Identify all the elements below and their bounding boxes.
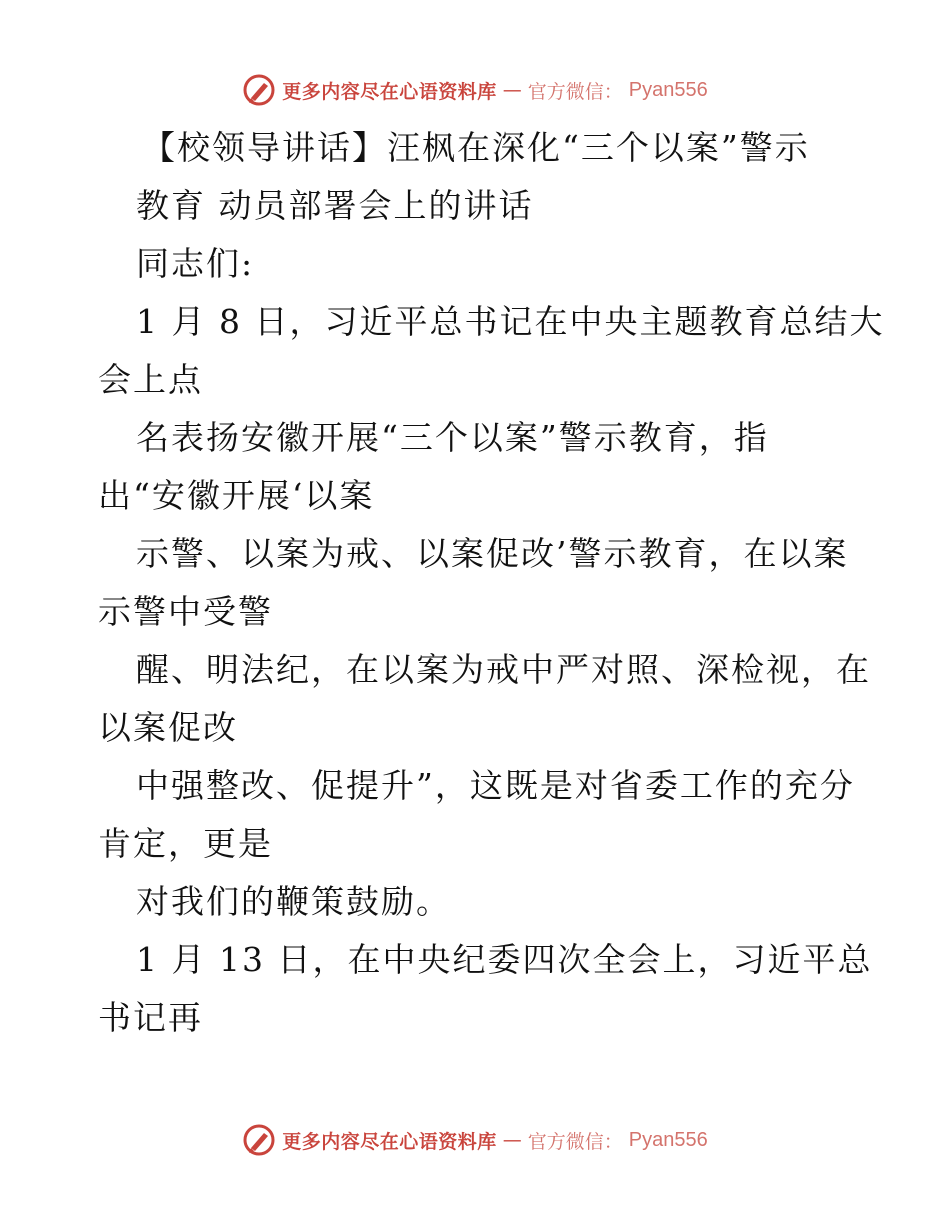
watermark-wechat-label: 官方微信：: [527, 80, 623, 103]
watermark-brand: 更多内容尽在心语资料库: [282, 80, 497, 103]
paragraph-line: 示警中受警: [98, 592, 273, 631]
salutation: 同志们:: [136, 244, 255, 283]
watermark-brand: 更多内容尽在心语资料库: [282, 1130, 497, 1153]
pen-logo-icon: [242, 1123, 276, 1157]
paragraph-line: 出“安徽开展‘以案: [98, 476, 375, 515]
watermark-dash: —: [502, 1129, 522, 1151]
document-title-line-1: 【校领导讲话】汪枫在深化“三个以案”警示: [142, 128, 810, 167]
paragraph-line: 以案促改: [98, 708, 238, 747]
paragraph-line: 中强整改、促提升”，这既是对省委工作的充分: [136, 766, 855, 805]
pen-logo-icon: [242, 73, 276, 107]
paragraph-line: 书记再: [98, 998, 203, 1037]
watermark-dash: —: [502, 79, 522, 101]
paragraph-line: 会上点: [98, 360, 203, 399]
watermark-handle: Pyan556: [628, 78, 708, 101]
paragraph-line: 1 月 13 日，在中央纪委四次全会上，习近平总: [136, 940, 873, 979]
paragraph-line: 名表扬安徽开展“三个以案”警示教育，指: [136, 418, 769, 457]
paragraph-line: 对我们的鞭策鼓励。: [136, 882, 451, 921]
paragraph-line: 肯定，更是: [98, 824, 273, 863]
watermark-handle: Pyan556: [628, 1128, 708, 1151]
watermark-wechat-label: 官方微信：: [527, 1130, 623, 1153]
watermark-banner-bottom: [0, 1120, 950, 1160]
document-title-line-2: 教育 动员部署会上的讲话: [136, 186, 534, 225]
paragraph-line: 醒、明法纪，在以案为戒中严对照、深检视，在: [136, 650, 871, 689]
watermark-banner-top: [0, 70, 950, 110]
paragraph-line: 示警、以案为戒、以案促改’警示教育，在以案: [136, 534, 849, 573]
paragraph-line: 1 月 8 日，习近平总书记在中央主题教育总结大: [136, 302, 885, 341]
